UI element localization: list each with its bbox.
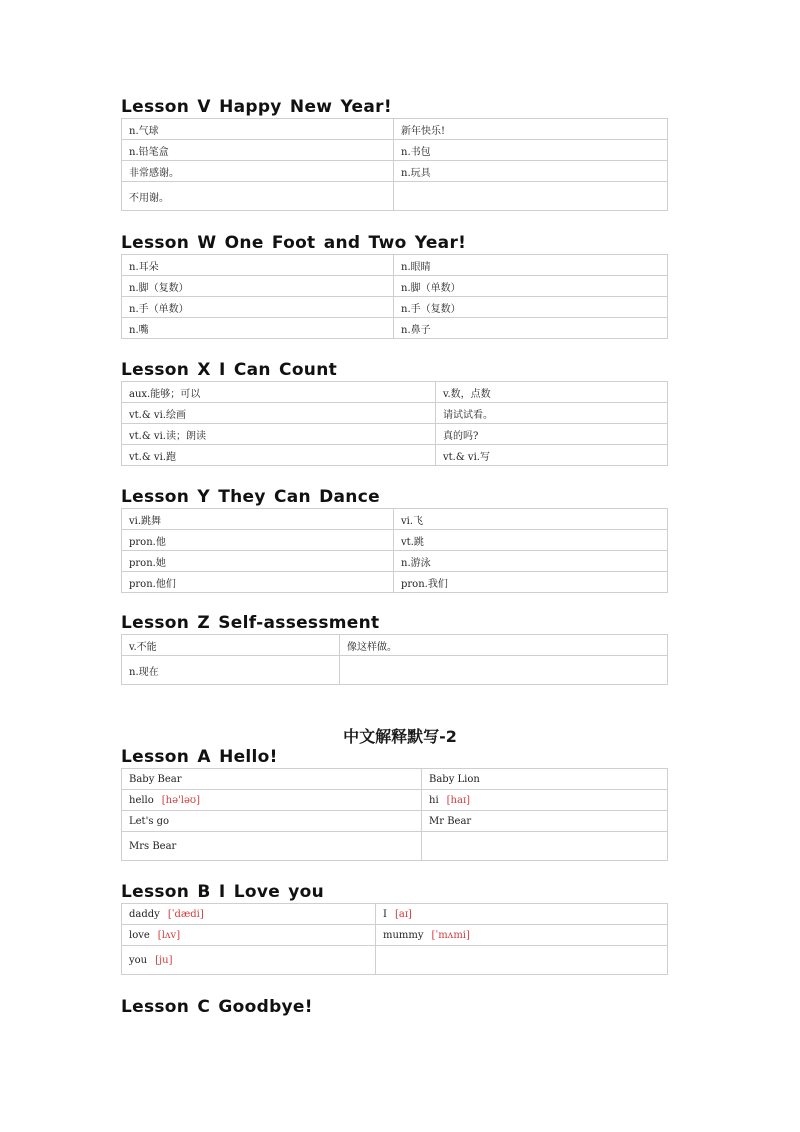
vocab-cell	[122, 946, 376, 975]
table-row	[122, 509, 668, 530]
phonetic-symbol: [ju]	[155, 954, 173, 966]
phonetic-symbol: [ˈdædi]	[167, 908, 204, 920]
lesson-x-table	[121, 381, 668, 466]
table-cell: n.书包	[394, 140, 668, 161]
vocab-word: mummy	[383, 929, 424, 941]
vocab-word: Mrs Bear	[129, 840, 177, 852]
vocab-cell	[422, 811, 668, 832]
table-cell: 真的吗?	[436, 424, 668, 445]
table-row	[122, 904, 668, 925]
table-row	[122, 635, 668, 656]
table-cell: n.手（复数）	[394, 297, 668, 318]
vocab-word: Baby Lion	[429, 773, 480, 785]
table-cell: pron.我们	[394, 572, 668, 593]
lesson-w-table	[121, 254, 668, 339]
phonetic-symbol: [ˈmʌmi]	[431, 929, 470, 941]
vocab-word: Baby Bear	[129, 773, 182, 785]
vocab-word: I	[383, 908, 387, 920]
phonetic-symbol: [aɪ]	[394, 908, 412, 920]
lesson-v-title: Lesson V Happy New Year!	[121, 97, 392, 117]
table-row	[122, 832, 668, 861]
table-cell: 像这样做。	[340, 635, 668, 656]
table-cell: n.气球	[122, 119, 394, 140]
table-cell: pron.他	[122, 530, 394, 551]
table-cell: vt.& vi.跑	[122, 445, 436, 466]
table-row	[122, 811, 668, 832]
table-cell: n.耳朵	[122, 255, 394, 276]
vocab-word: you	[129, 954, 148, 966]
table-cell: n.嘴	[122, 318, 394, 339]
table-cell: 请试试看。	[436, 403, 668, 424]
lesson-y-table	[121, 508, 668, 593]
lesson-z-table	[121, 634, 668, 685]
table-row	[122, 182, 668, 211]
phonetic-symbol: [hə'ləʊ]	[161, 794, 201, 806]
table-cell: 不用谢。	[122, 182, 394, 211]
phonetic-symbol: [haɪ]	[446, 794, 471, 806]
table-row	[122, 946, 668, 975]
table-row	[122, 382, 668, 403]
table-cell: vt.& vi.读；朗读	[122, 424, 436, 445]
table-row	[122, 424, 668, 445]
vocab-cell	[422, 790, 668, 811]
table-row	[122, 297, 668, 318]
table-row	[122, 790, 668, 811]
table-cell: n.脚（复数）	[122, 276, 394, 297]
vocab-word: Mr Bear	[429, 815, 472, 827]
table-row	[122, 572, 668, 593]
vocab-cell	[122, 769, 422, 790]
table-row	[122, 140, 668, 161]
vocab-cell	[422, 769, 668, 790]
lesson-y-title: Lesson Y They Can Dance	[121, 487, 380, 507]
vocab-cell	[122, 925, 376, 946]
table-row	[122, 445, 668, 466]
table-cell: vi.飞	[394, 509, 668, 530]
lesson-v-table	[121, 118, 668, 211]
table-cell: aux.能够；可以	[122, 382, 436, 403]
table-row	[122, 318, 668, 339]
table-cell: n.铅笔盒	[122, 140, 394, 161]
table-cell: n.玩具	[394, 161, 668, 182]
table-row	[122, 255, 668, 276]
vocab-cell	[122, 790, 422, 811]
vocab-cell	[376, 904, 668, 925]
phonetic-symbol: [lʌv]	[157, 929, 181, 941]
table-cell: n.鼻子	[394, 318, 668, 339]
table-row	[122, 551, 668, 572]
table-cell: vt.跳	[394, 530, 668, 551]
vocab-word: daddy	[129, 908, 160, 920]
table-row	[122, 530, 668, 551]
table-row	[122, 161, 668, 182]
lesson-b-title: Lesson B I Love you	[121, 882, 325, 902]
lesson-x-title: Lesson X I Can Count	[121, 360, 338, 380]
vocab-word: hello	[129, 794, 154, 806]
table-cell: vt.& vi.写	[436, 445, 668, 466]
vocab-word: hi	[429, 794, 439, 806]
table-row	[122, 769, 668, 790]
table-cell: vi.跳舞	[122, 509, 394, 530]
lesson-c-title: Lesson C Goodbye!	[121, 997, 313, 1017]
lesson-a-table	[121, 768, 668, 861]
vocab-cell	[122, 832, 422, 861]
vocab-cell	[422, 832, 668, 861]
table-cell	[340, 656, 668, 685]
vocab-cell	[122, 904, 376, 925]
table-cell: vt.& vi.绘画	[122, 403, 436, 424]
table-cell: v.不能	[122, 635, 340, 656]
table-row	[122, 656, 668, 685]
table-cell: 新年快乐!	[394, 119, 668, 140]
table-cell: pron.他们	[122, 572, 394, 593]
table-row	[122, 925, 668, 946]
table-row	[122, 119, 668, 140]
vocab-cell	[376, 946, 668, 975]
lesson-a-title: Lesson A Hello!	[121, 747, 278, 767]
table-cell: n.现在	[122, 656, 340, 685]
table-cell: n.眼睛	[394, 255, 668, 276]
lesson-z-title: Lesson Z Self-assessment	[121, 613, 380, 633]
table-cell: 非常感谢。	[122, 161, 394, 182]
table-row	[122, 276, 668, 297]
lesson-w-title: Lesson W One Foot and Two Year!	[121, 233, 467, 253]
table-cell: pron.她	[122, 551, 394, 572]
vocab-cell	[376, 925, 668, 946]
table-cell: n.脚（单数）	[394, 276, 668, 297]
table-cell: n.手（单数）	[122, 297, 394, 318]
vocab-cell	[122, 811, 422, 832]
lesson-b-table	[121, 903, 668, 975]
vocab-word: love	[129, 929, 150, 941]
section-title: 中文解释默写-2	[343, 727, 457, 746]
table-cell: v.数，点数	[436, 382, 668, 403]
vocab-word: Let's go	[129, 815, 170, 827]
table-cell: n.游泳	[394, 551, 668, 572]
table-row	[122, 403, 668, 424]
table-cell	[394, 182, 668, 211]
